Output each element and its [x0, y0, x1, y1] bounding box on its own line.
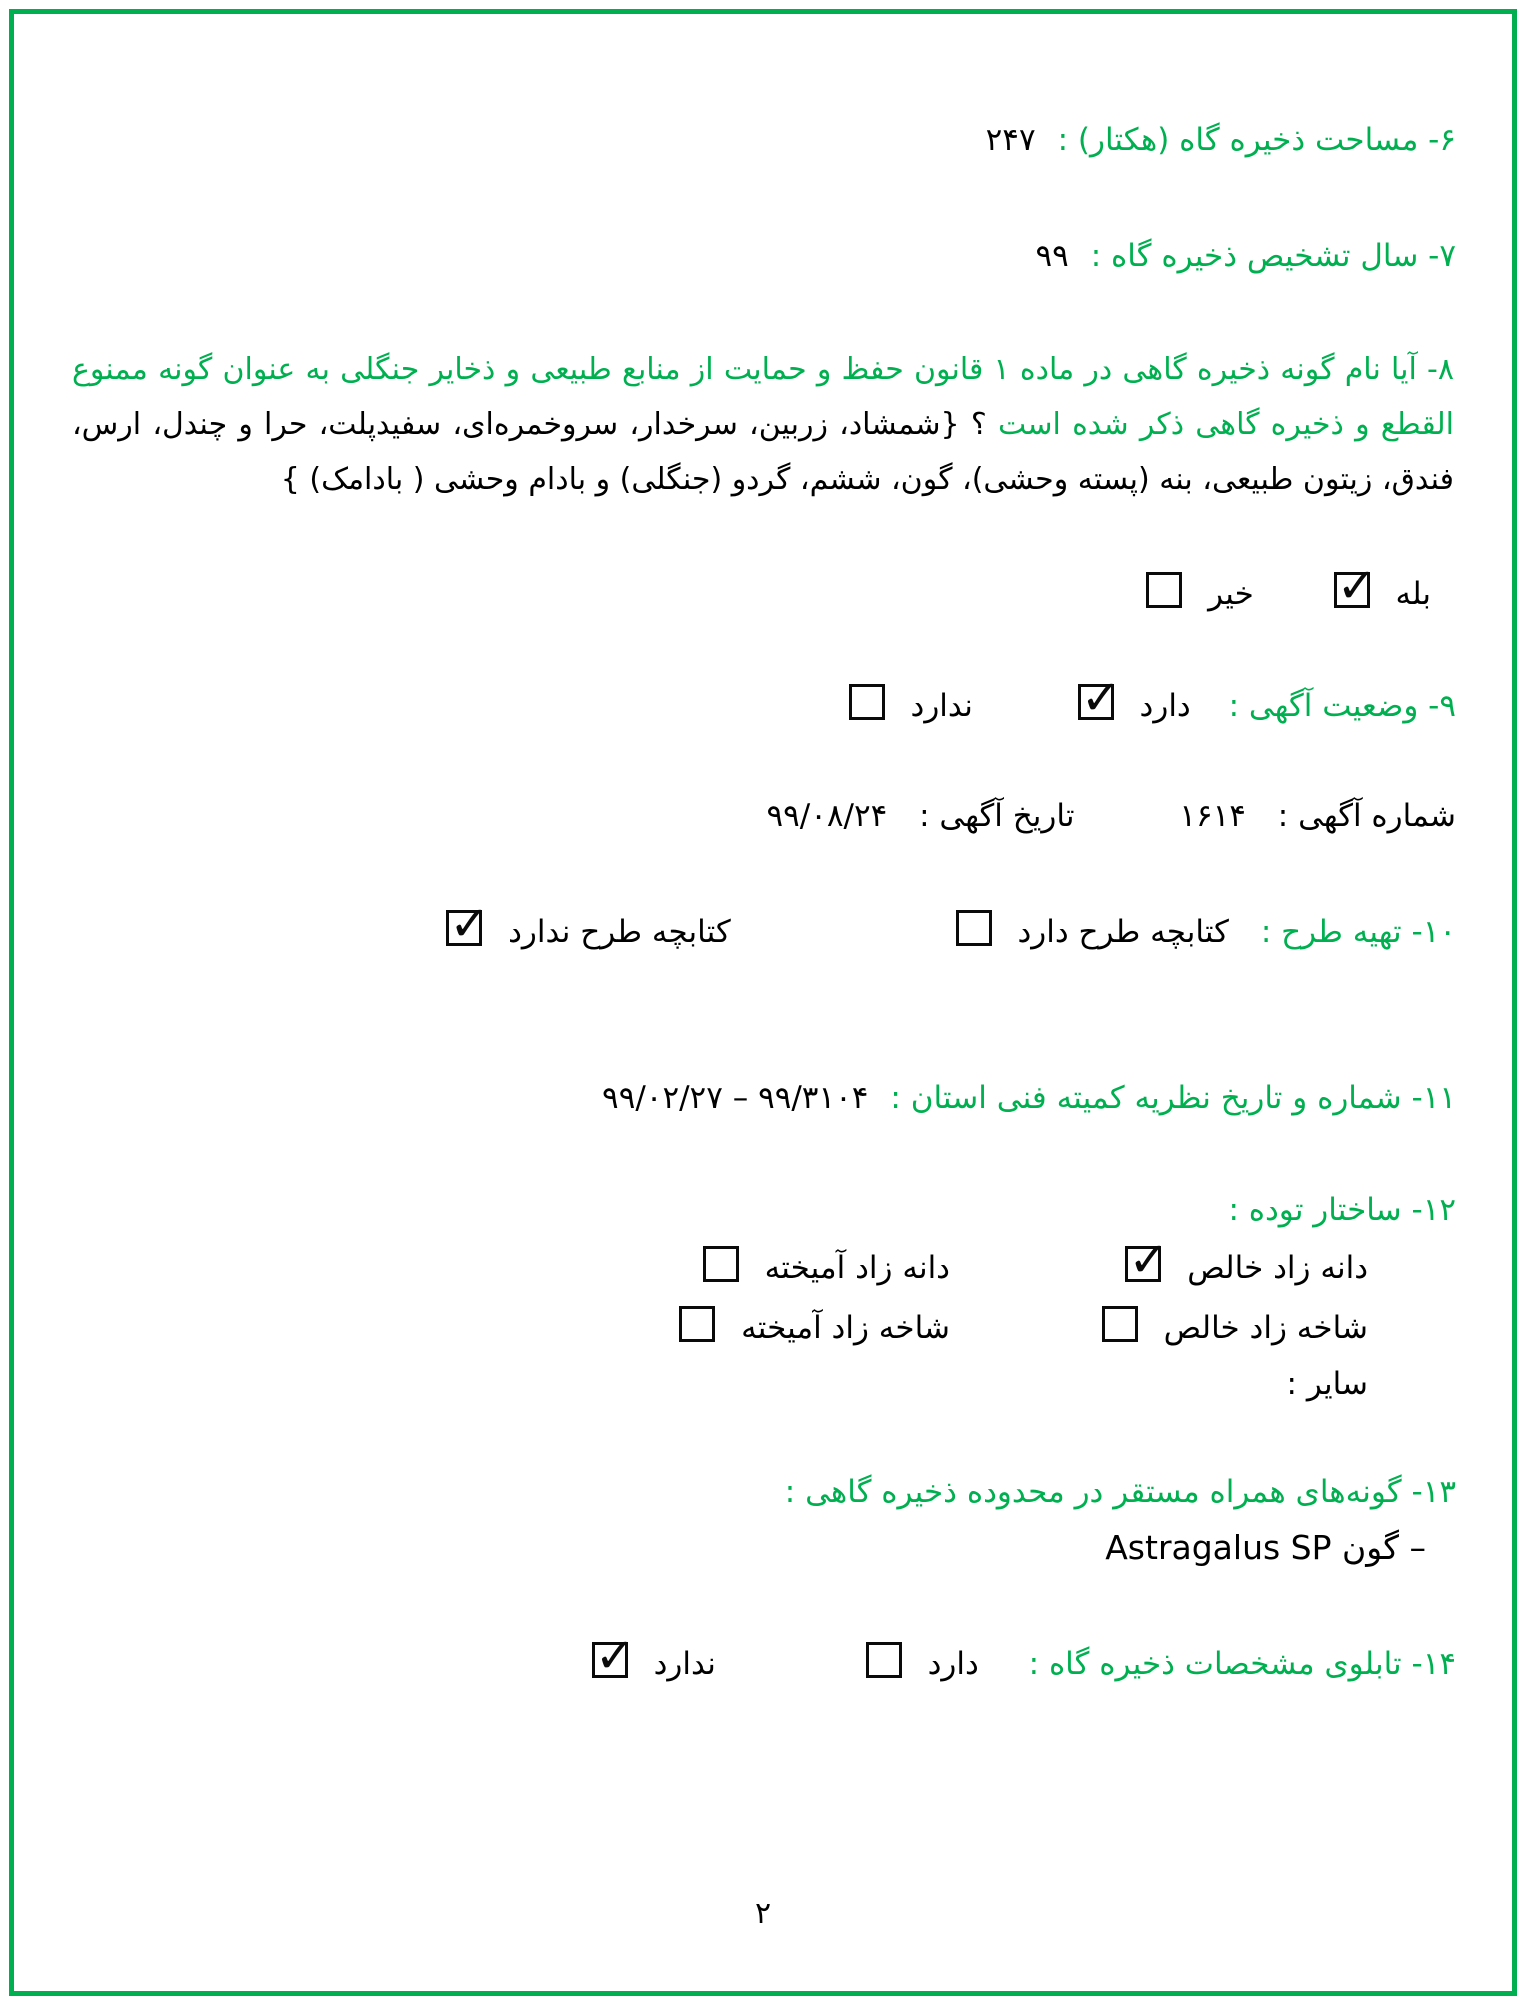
- companion-species-item: [1105, 1528, 1426, 1567]
- field-ad-date-label: تاریخ آگهی :: [919, 798, 1075, 834]
- option-ad-has-not-label: ندارد: [910, 688, 973, 724]
- field-area-label: ۶- مساحت ذخیره گاه (هکتار) :: [1057, 122, 1456, 158]
- page-border: [9, 9, 1517, 1996]
- option-plan-has-not: [446, 910, 730, 950]
- option-sign-has-label: دارد: [927, 1646, 979, 1682]
- structure-option-seed-pure: [1125, 1246, 1368, 1286]
- option-plan-has: [741, 910, 1229, 950]
- structure-option-seed-mixed-label: دانه زاد آمیخته: [764, 1250, 950, 1286]
- structure-option-coppice-pure: [1102, 1306, 1368, 1346]
- field-sign-label: ۱۴- تابلوی مشخصات ذخیره گاه :: [1028, 1646, 1456, 1682]
- option-plan-has-label: کتابچه طرح دارد: [1017, 914, 1229, 950]
- structure-option-coppice-mixed: [679, 1306, 950, 1346]
- option-no-label: خیر: [1208, 576, 1254, 612]
- field-plan-label: ۱۰- تهیه طرح :: [1260, 914, 1456, 950]
- field-year-label: ۷- سال تشخیص ذخیره گاه :: [1090, 238, 1456, 274]
- question-8-answer-row: [1146, 572, 1431, 612]
- ad-has-checkbox[interactable]: [1078, 684, 1114, 720]
- page-number: ۲: [754, 1896, 772, 1931]
- structure-option-coppice-mixed-label: شاخه زاد آمیخته: [741, 1310, 950, 1346]
- plan-has-checkbox[interactable]: [956, 910, 992, 946]
- field-area-value: ۲۴۷: [985, 122, 1036, 158]
- field-ad-status-label: ۹- وضعیت آگهی :: [1228, 688, 1456, 724]
- field-year-value: ۹۹: [1035, 238, 1069, 274]
- question-8-species-list: ؟ {شمشاد، زربین، سرخدار، سروخمره‌ای، سفیدپلت، حرا و چندل، ارس، فندق، زیتون طبیعی، بنه (پسته وحشی)، گون، ششم، گردو (جنگلی) و بادام وحشی ( بادامک) }: [72, 407, 1454, 497]
- plan-has-not-checkbox[interactable]: [446, 910, 482, 946]
- field-structure-label: ۱۲- ساختار توده :: [1228, 1192, 1456, 1228]
- field-sign: [592, 1642, 1456, 1682]
- seed-pure-checkbox[interactable]: [1125, 1246, 1161, 1282]
- option-ad-has-not: [849, 684, 973, 724]
- coppice-pure-checkbox[interactable]: [1102, 1306, 1138, 1342]
- field-area: [986, 122, 1456, 158]
- field-ad-number-value: ۱۶۱۴: [1179, 798, 1246, 834]
- field-committee-value: ۹۹/۳۱۰۴ – ۹۹/۰۲/۲۷: [602, 1080, 869, 1116]
- field-ad-date: [766, 798, 1074, 834]
- field-companion-label: ۱۳- گونه‌های همراه مستقر در محدوده ذخیره گاهی :: [784, 1474, 1456, 1510]
- field-ad-status: [849, 684, 1456, 724]
- seed-mixed-checkbox[interactable]: [703, 1246, 739, 1282]
- field-ad-date-value: ۹۹/۰۸/۲۴: [766, 798, 888, 834]
- companion-species-text: – گون Astragalus SP: [1105, 1528, 1426, 1567]
- field-year: [1035, 238, 1456, 274]
- question-8: [72, 342, 1454, 507]
- option-plan-has-not-label: کتابچه طرح ندارد: [508, 914, 731, 950]
- structure-option-coppice-pure-label: شاخه زاد خالص: [1163, 1310, 1368, 1346]
- option-sign-has-not-label: ندارد: [653, 1646, 716, 1682]
- sign-has-checkbox[interactable]: [866, 1642, 902, 1678]
- field-committee-label: ۱۱- شماره و تاریخ نظریه کمیته فنی استان :: [890, 1080, 1456, 1116]
- no-checkbox[interactable]: [1146, 572, 1182, 608]
- field-ad-number: [1084, 798, 1456, 834]
- field-structure-header: [1228, 1192, 1456, 1228]
- sign-has-not-checkbox[interactable]: [592, 1642, 628, 1678]
- structure-other: [1287, 1366, 1368, 1402]
- option-ad-has: [983, 684, 1191, 724]
- structure-option-seed-pure-label: دانه زاد خالص: [1187, 1250, 1368, 1286]
- field-companion-header: [785, 1474, 1456, 1510]
- option-yes-label: بله: [1395, 576, 1431, 612]
- structure-option-seed-mixed: [703, 1246, 950, 1286]
- coppice-mixed-checkbox[interactable]: [679, 1306, 715, 1342]
- structure-other-label: سایر :: [1286, 1366, 1368, 1402]
- ad-has-not-checkbox[interactable]: [849, 684, 885, 720]
- option-sign-has-not: [592, 1642, 716, 1682]
- option-ad-has-label: دارد: [1139, 688, 1191, 724]
- field-committee: [602, 1080, 1456, 1116]
- option-no: [1146, 572, 1253, 612]
- yes-checkbox[interactable]: [1334, 572, 1370, 608]
- field-plan: [446, 910, 1456, 950]
- option-yes: [1264, 572, 1431, 612]
- option-sign-has: [726, 1642, 979, 1682]
- field-ad-number-label: شماره آگهی :: [1277, 798, 1456, 834]
- question-8-text: ۸- آیا نام گونه ذخیره گاهی در ماده ۱ قانون حفظ و حمایت از منابع طبیعی و ذخایر جنگلی به عنوان گونه ممنوع القطع و ذخیره گاهی ذکر شده است: [72, 352, 1454, 442]
- field-ad-number-date: [766, 798, 1456, 834]
